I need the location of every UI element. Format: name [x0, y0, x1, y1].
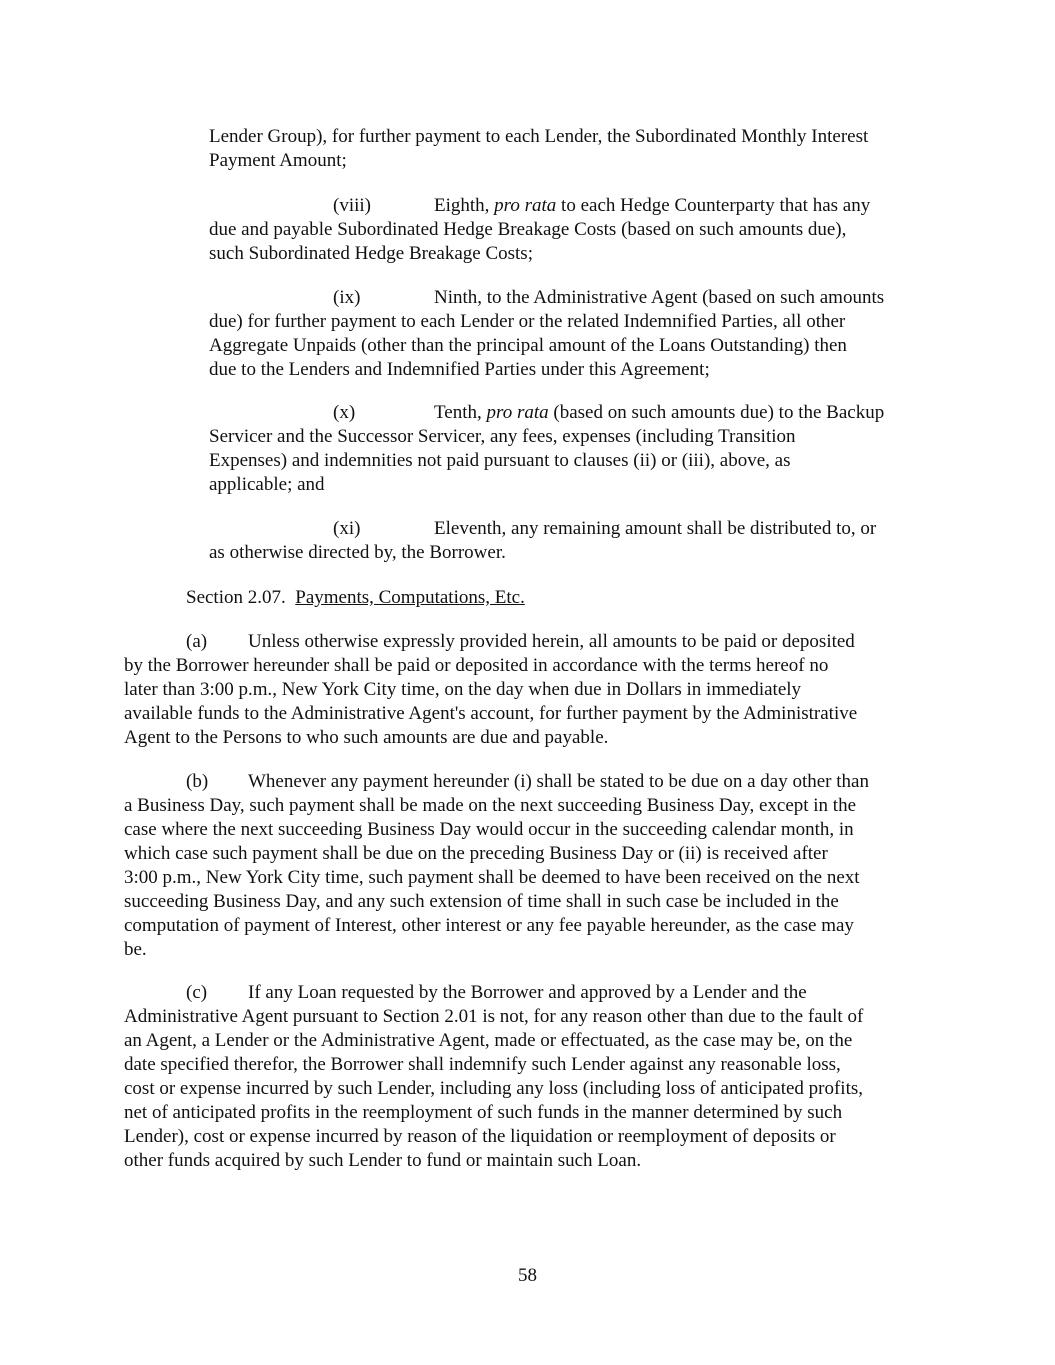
- clause-number: (viii): [333, 195, 371, 216]
- text-line: 3:00 p.m., New York City time, such payment shall be deemed to have been received on the next: [124, 867, 860, 888]
- text-line: which case such payment shall be due on the preceding Business Day or (ii) is received after: [124, 843, 828, 864]
- paragraph-label: (b): [186, 771, 209, 792]
- text-line: computation of payment of Interest, other interest or any fee payable hereunder, as the case may: [124, 915, 854, 936]
- text-line: be.: [124, 939, 147, 960]
- paragraph-label: (c): [186, 982, 208, 1003]
- paragraph-text: If any Loan requested by the Borrower and approved by a Lender and the: [248, 982, 807, 1003]
- clause-lead: Tenth,: [434, 402, 487, 423]
- clause-number: (xi): [333, 518, 361, 539]
- text-line: other funds acquired by such Lender to fund or maintain such Loan.: [124, 1150, 642, 1171]
- paragraph-a: [124, 630, 857, 750]
- text-line: case where the next succeeding Business Day would occur in the succeeding calendar month, in: [124, 819, 854, 840]
- text-line: available funds to the Administrative Agent's account, for further payment by the Administrative: [124, 703, 858, 724]
- italic-term: pro rata: [494, 195, 557, 216]
- paragraph-first-line: [124, 770, 869, 794]
- paragraph-first-line: [124, 630, 857, 654]
- clause-viii: [209, 194, 870, 266]
- clause-first-line: [209, 194, 870, 218]
- text-line: Servicer and the Successor Servicer, any fees, expenses (including Transition: [209, 426, 796, 447]
- clause-lead: Eighth,: [434, 195, 495, 216]
- text-line: Administrative Agent pursuant to Section 2.01 is not, for any reason other than due to the fault of: [124, 1006, 864, 1027]
- clause-first-line: [209, 517, 876, 541]
- clause-first-line: [209, 401, 884, 425]
- text-line: succeeding Business Day, and any such extension of time shall in such case be included in the: [124, 891, 839, 912]
- text-line: such Subordinated Hedge Breakage Costs;: [209, 243, 533, 264]
- text-line: Lender Group), for further payment to each Lender, the Subordinated Monthly Interest: [209, 126, 869, 147]
- clause-vii-continuation: [209, 125, 868, 173]
- section-number: Section 2.07.: [186, 587, 296, 608]
- text-line: as otherwise directed by, the Borrower.: [209, 542, 506, 563]
- italic-term: pro rata: [486, 402, 549, 423]
- clause-text: Eleventh, any remaining amount shall be distributed to, or: [434, 518, 877, 539]
- text-line: net of anticipated profits in the reemployment of such funds in the manner determined by such: [124, 1102, 843, 1123]
- clause-number: (x): [333, 402, 356, 423]
- clause-x: [209, 401, 884, 497]
- text-line: Aggregate Unpaids (other than the principal amount of the Loans Outstanding) then: [209, 335, 847, 356]
- text-line: due) for further payment to each Lender or the related Indemnified Parties, all other: [209, 311, 846, 332]
- paragraph-text: Whenever any payment hereunder (i) shall be stated to be due on a day other than: [248, 771, 869, 792]
- text-line: a Business Day, such payment shall be made on the next succeeding Business Day, except in the: [124, 795, 857, 816]
- section-heading: [186, 586, 525, 610]
- text-line: cost or expense incurred by such Lender, including any loss (including loss of anticipated profits,: [124, 1078, 864, 1099]
- clause-text: (based on such amounts due) to the Backup: [548, 402, 885, 423]
- paragraph-b: [124, 770, 869, 962]
- clause-text: to each Hedge Counterparty that has any: [556, 195, 871, 216]
- text-line: Agent to the Persons to who such amounts are due and payable.: [124, 727, 609, 748]
- text-line: due and payable Subordinated Hedge Breakage Costs (based on such amounts due),: [209, 219, 847, 240]
- text-line: Payment Amount;: [209, 150, 347, 171]
- text-line: an Agent, a Lender or the Administrative Agent, made or effectuated, as the case may be, on the: [124, 1030, 853, 1051]
- text-line: applicable; and: [209, 474, 325, 495]
- paragraph-label: (a): [186, 631, 208, 652]
- clause-first-line: [209, 286, 884, 310]
- text-line: Lender), cost or expense incurred by reason of the liquidation or reemployment of deposits or: [124, 1126, 836, 1147]
- text-line: Expenses) and indemnities not paid pursuant to clauses (ii) or (iii), above, as: [209, 450, 791, 471]
- clause-ix: [209, 286, 884, 382]
- paragraph-first-line: [124, 981, 863, 1005]
- clause-xi: [209, 517, 876, 565]
- page-number: 58: [518, 1265, 537, 1286]
- text-line: by the Borrower hereunder shall be paid or deposited in accordance with the terms hereof no: [124, 655, 829, 676]
- heading-line: [186, 586, 525, 610]
- text-line: date specified therefor, the Borrower shall indemnify such Lender against any reasonable loss,: [124, 1054, 841, 1075]
- paragraph-text: Unless otherwise expressly provided herein, all amounts to be paid or deposited: [248, 631, 855, 652]
- text-line: later than 3:00 p.m., New York City time, on the day when due in Dollars in immediately: [124, 679, 802, 700]
- clause-text: Ninth, to the Administrative Agent (based on such amounts: [434, 287, 885, 308]
- text-line: due to the Lenders and Indemnified Parties under this Agreement;: [209, 359, 710, 380]
- section-title: Payments, Computations, Etc.: [295, 587, 525, 608]
- clause-number: (ix): [333, 287, 361, 308]
- paragraph-c: [124, 981, 863, 1173]
